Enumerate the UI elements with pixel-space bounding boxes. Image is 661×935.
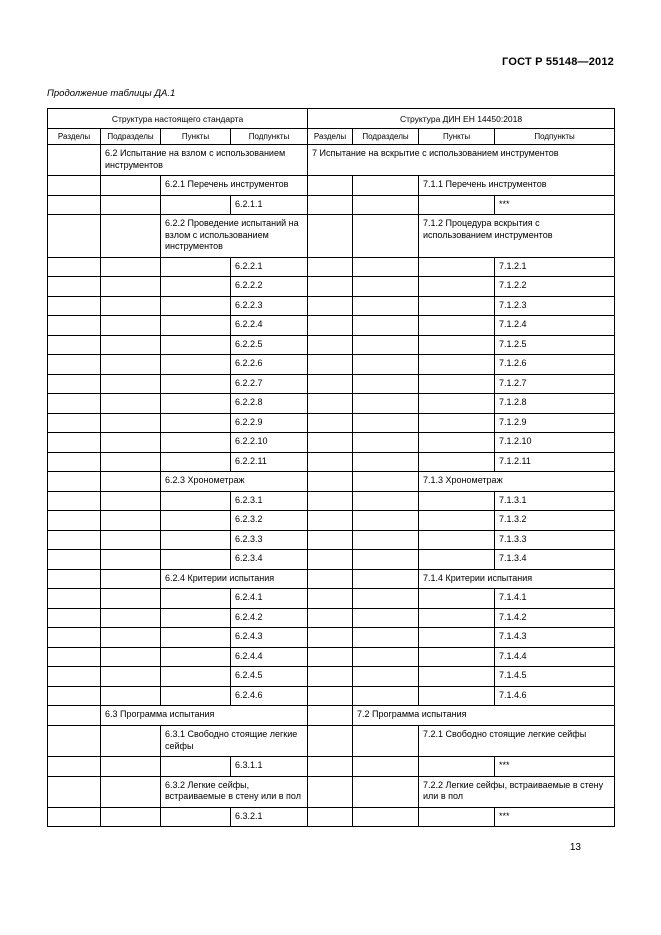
empty-cell-left: [101, 667, 161, 687]
empty-cell-right: [353, 296, 419, 316]
empty-cell-right: [419, 335, 495, 355]
text-cell-right: 7.1.2.10: [495, 433, 615, 453]
text-cell-right: 7.1.3 Хронометраж: [419, 472, 615, 492]
empty-cell-left: [101, 647, 161, 667]
text-cell-right: 7.1.1 Перечень инструментов: [419, 176, 615, 196]
empty-cell-left: [48, 413, 101, 433]
text-cell-right: 7.1.2.9: [495, 413, 615, 433]
text-cell-right: 7.1.4.6: [495, 686, 615, 706]
table-row: [48, 355, 615, 375]
empty-cell-left: [48, 686, 101, 706]
empty-cell-right: [419, 807, 495, 827]
empty-cell-left: [101, 472, 161, 492]
text-cell-right: 7.1.2.8: [495, 394, 615, 414]
table-row: [48, 776, 615, 807]
empty-cell-left: [161, 530, 231, 550]
text-cell-left: 6.2.3.1: [231, 491, 308, 511]
text-cell-left: 6.2.2.10: [231, 433, 308, 453]
empty-cell-right: [308, 472, 353, 492]
empty-cell-left: [161, 452, 231, 472]
empty-cell-right: [308, 335, 353, 355]
text-cell-left: 6.3.1 Свободно стоящие легкие сейфы: [161, 725, 308, 756]
empty-cell-left: [161, 667, 231, 687]
table-row: [48, 374, 615, 394]
empty-cell-right: [419, 316, 495, 336]
empty-cell-right: [308, 316, 353, 336]
text-cell-left: 6.2 Испытание на взлом с использованием инструментов: [101, 145, 308, 176]
empty-cell-right: [308, 215, 353, 258]
empty-cell-right: [353, 335, 419, 355]
empty-cell-right: [308, 176, 353, 196]
text-cell-left: 6.3 Программа испытания: [101, 706, 308, 726]
empty-cell-right: [419, 757, 495, 777]
text-cell-left: 6.2.1 Перечень инструментов: [161, 176, 308, 196]
empty-cell-left: [101, 433, 161, 453]
empty-cell-right: [308, 686, 353, 706]
text-cell-left: 6.2.4 Критерии испытания: [161, 569, 308, 589]
table-row: [48, 413, 615, 433]
text-cell-left: 6.2.2 Проведение испытаний на взлом с использованием инструментов: [161, 215, 308, 258]
empty-cell-right: [419, 195, 495, 215]
text-cell-right: ***: [495, 757, 615, 777]
empty-cell-left: [48, 215, 101, 258]
page-number: 13: [569, 842, 581, 853]
empty-cell-left: [161, 195, 231, 215]
table-row: [48, 433, 615, 453]
empty-cell-right: [419, 452, 495, 472]
empty-cell-left: [48, 433, 101, 453]
text-cell-left: 6.2.3.4: [231, 550, 308, 570]
empty-cell-left: [101, 452, 161, 472]
text-cell-right: 7.1.2.7: [495, 374, 615, 394]
empty-cell-left: [48, 776, 101, 807]
empty-cell-left: [161, 335, 231, 355]
group-title-right: Структура ДИН ЕН 14450:2018: [308, 109, 615, 129]
empty-cell-left: [101, 628, 161, 648]
empty-cell-right: [353, 176, 419, 196]
text-cell-left: 6.2.2.7: [231, 374, 308, 394]
text-cell-right: 7.1.2 Процедура вскрытия с использованием инструментов: [419, 215, 615, 258]
empty-cell-left: [48, 472, 101, 492]
text-cell-left: 6.2.3.3: [231, 530, 308, 550]
empty-cell-right: [308, 628, 353, 648]
empty-cell-left: [101, 394, 161, 414]
table-row: [48, 452, 615, 472]
empty-cell-left: [161, 628, 231, 648]
empty-cell-right: [353, 355, 419, 375]
empty-cell-left: [161, 433, 231, 453]
empty-cell-left: [48, 589, 101, 609]
column-header-right-1: Подразделы: [353, 129, 419, 145]
text-cell-left: 6.2.1.1: [231, 195, 308, 215]
empty-cell-left: [48, 195, 101, 215]
empty-cell-left: [48, 550, 101, 570]
empty-cell-left: [48, 757, 101, 777]
empty-cell-right: [419, 433, 495, 453]
group-title-left: Структура настоящего стандарта: [48, 109, 308, 129]
empty-cell-left: [161, 589, 231, 609]
table-caption: Продолжение таблицы ДА.1: [47, 88, 176, 99]
empty-cell-right: [308, 452, 353, 472]
text-cell-left: 6.2.2.6: [231, 355, 308, 375]
comparison-table: [47, 108, 615, 827]
column-header-left-1: Подразделы: [101, 129, 161, 145]
empty-cell-right: [308, 277, 353, 297]
doc-header: ГОСТ Р 55148—2012: [502, 56, 614, 68]
table-row: [48, 686, 615, 706]
text-cell-left: 6.2.3 Хронометраж: [161, 472, 308, 492]
empty-cell-right: [353, 628, 419, 648]
empty-cell-left: [101, 725, 161, 756]
empty-cell-right: [353, 195, 419, 215]
empty-cell-right: [308, 195, 353, 215]
empty-cell-right: [353, 511, 419, 531]
empty-cell-left: [48, 176, 101, 196]
text-cell-left: 6.2.4.5: [231, 667, 308, 687]
table-row: [48, 647, 615, 667]
table-row: [48, 511, 615, 531]
text-cell-right: 7.2.2 Легкие сейфы, встраиваемые в стену или в пол: [419, 776, 615, 807]
text-cell-right: 7.2.1 Свободно стоящие легкие сейфы: [419, 725, 615, 756]
table-row: [48, 195, 615, 215]
empty-cell-left: [101, 757, 161, 777]
table-row: [48, 472, 615, 492]
empty-cell-right: [308, 589, 353, 609]
empty-cell-left: [48, 569, 101, 589]
empty-cell-right: [419, 491, 495, 511]
empty-cell-right: [308, 413, 353, 433]
empty-cell-left: [101, 374, 161, 394]
empty-cell-right: [353, 667, 419, 687]
table-row: [48, 316, 615, 336]
table-row: [48, 628, 615, 648]
empty-cell-left: [161, 511, 231, 531]
empty-cell-right: [308, 647, 353, 667]
empty-cell-right: [308, 394, 353, 414]
table-row: [48, 757, 615, 777]
empty-cell-left: [48, 807, 101, 827]
empty-cell-left: [161, 355, 231, 375]
empty-cell-right: [353, 686, 419, 706]
empty-cell-right: [308, 550, 353, 570]
empty-cell-left: [161, 277, 231, 297]
column-header-right-0: Разделы: [308, 129, 353, 145]
empty-cell-left: [101, 530, 161, 550]
empty-cell-left: [161, 316, 231, 336]
empty-cell-left: [48, 706, 101, 726]
column-header-right-3: Подпункты: [495, 129, 615, 145]
table-row: [48, 335, 615, 355]
text-cell-left: 6.3.1.1: [231, 757, 308, 777]
text-cell-right: 7.1.2.6: [495, 355, 615, 375]
empty-cell-left: [101, 686, 161, 706]
empty-cell-right: [308, 257, 353, 277]
empty-cell-right: [353, 394, 419, 414]
empty-cell-left: [48, 725, 101, 756]
text-cell-right: 7.1.2.5: [495, 335, 615, 355]
empty-cell-left: [101, 511, 161, 531]
column-header-left-2: Пункты: [161, 129, 231, 145]
empty-cell-right: [419, 511, 495, 531]
text-cell-left: 6.2.4.3: [231, 628, 308, 648]
text-cell-left: 6.2.4.1: [231, 589, 308, 609]
table-row: [48, 277, 615, 297]
empty-cell-right: [308, 355, 353, 375]
empty-cell-left: [101, 550, 161, 570]
empty-cell-left: [101, 569, 161, 589]
column-header-left-0: Разделы: [48, 129, 101, 145]
empty-cell-right: [419, 413, 495, 433]
table-row: [48, 569, 615, 589]
table-row: [48, 145, 615, 176]
table-row: [48, 530, 615, 550]
text-cell-left: 6.2.3.2: [231, 511, 308, 531]
empty-cell-left: [161, 807, 231, 827]
empty-cell-right: [353, 589, 419, 609]
empty-cell-left: [101, 195, 161, 215]
empty-cell-right: [308, 491, 353, 511]
text-cell-right: 7 Испытание на вскрытие с использованием инструментов: [308, 145, 615, 176]
empty-cell-right: [353, 433, 419, 453]
empty-cell-left: [48, 316, 101, 336]
text-cell-right: 7.1.2.2: [495, 277, 615, 297]
empty-cell-right: [308, 667, 353, 687]
empty-cell-right: [353, 452, 419, 472]
text-cell-left: 6.2.2.5: [231, 335, 308, 355]
empty-cell-left: [101, 807, 161, 827]
text-cell-right: 7.1.4.2: [495, 608, 615, 628]
empty-cell-left: [48, 277, 101, 297]
table-row: [48, 394, 615, 414]
empty-cell-right: [308, 725, 353, 756]
text-cell-left: 6.2.2.1: [231, 257, 308, 277]
empty-cell-left: [101, 215, 161, 258]
empty-cell-right: [419, 608, 495, 628]
empty-cell-left: [48, 145, 101, 176]
empty-cell-left: [161, 374, 231, 394]
empty-cell-right: [419, 394, 495, 414]
empty-cell-right: [419, 667, 495, 687]
empty-cell-right: [419, 257, 495, 277]
empty-cell-left: [161, 491, 231, 511]
empty-cell-right: [419, 686, 495, 706]
empty-cell-right: [419, 628, 495, 648]
table-row: [48, 215, 615, 258]
empty-cell-left: [48, 374, 101, 394]
empty-cell-left: [101, 257, 161, 277]
empty-cell-right: [419, 550, 495, 570]
empty-cell-right: [353, 257, 419, 277]
empty-cell-left: [101, 176, 161, 196]
empty-cell-right: [353, 530, 419, 550]
table-row: [48, 589, 615, 609]
empty-cell-left: [101, 776, 161, 807]
empty-cell-right: [308, 511, 353, 531]
table-row: [48, 296, 615, 316]
empty-cell-left: [48, 647, 101, 667]
empty-cell-right: [308, 807, 353, 827]
text-cell-right: ***: [495, 195, 615, 215]
table-row: [48, 176, 615, 196]
empty-cell-right: [308, 608, 353, 628]
text-cell-left: 6.2.4.4: [231, 647, 308, 667]
empty-cell-left: [161, 413, 231, 433]
empty-cell-left: [48, 296, 101, 316]
empty-cell-right: [353, 491, 419, 511]
empty-cell-right: [419, 296, 495, 316]
table-row: [48, 725, 615, 756]
text-cell-right: 7.1.3.4: [495, 550, 615, 570]
text-cell-left: 6.2.2.4: [231, 316, 308, 336]
text-cell-left: 6.2.2.11: [231, 452, 308, 472]
column-header-right-2: Пункты: [419, 129, 495, 145]
text-cell-right: 7.1.4.5: [495, 667, 615, 687]
text-cell-right: 7.1.2.3: [495, 296, 615, 316]
empty-cell-right: [353, 608, 419, 628]
empty-cell-right: [353, 472, 419, 492]
empty-cell-left: [161, 394, 231, 414]
empty-cell-left: [101, 589, 161, 609]
text-cell-right: 7.1.4 Критерии испытания: [419, 569, 615, 589]
empty-cell-left: [48, 257, 101, 277]
text-cell-left: 6.2.2.9: [231, 413, 308, 433]
empty-cell-right: [308, 569, 353, 589]
empty-cell-right: [353, 647, 419, 667]
table-body: [48, 145, 615, 827]
empty-cell-right: [308, 296, 353, 316]
empty-cell-left: [48, 608, 101, 628]
empty-cell-right: [353, 316, 419, 336]
table-row: [48, 706, 615, 726]
empty-cell-left: [101, 316, 161, 336]
column-header-row: [48, 129, 615, 145]
text-cell-right: 7.1.2.11: [495, 452, 615, 472]
empty-cell-right: [353, 776, 419, 807]
empty-cell-right: [308, 757, 353, 777]
group-header-row: [48, 109, 615, 129]
empty-cell-left: [161, 608, 231, 628]
text-cell-left: 6.2.2.3: [231, 296, 308, 316]
empty-cell-left: [161, 647, 231, 667]
empty-cell-left: [48, 511, 101, 531]
empty-cell-right: [353, 569, 419, 589]
empty-cell-left: [161, 686, 231, 706]
empty-cell-right: [353, 413, 419, 433]
empty-cell-right: [419, 355, 495, 375]
empty-cell-left: [48, 667, 101, 687]
empty-cell-left: [48, 452, 101, 472]
empty-cell-right: [353, 725, 419, 756]
text-cell-right: 7.1.3.2: [495, 511, 615, 531]
text-cell-right: 7.1.3.1: [495, 491, 615, 511]
table-row: [48, 608, 615, 628]
text-cell-right: ***: [495, 807, 615, 827]
empty-cell-left: [101, 608, 161, 628]
empty-cell-left: [48, 530, 101, 550]
text-cell-right: 7.1.4.1: [495, 589, 615, 609]
empty-cell-left: [101, 413, 161, 433]
text-cell-right: 7.1.2.1: [495, 257, 615, 277]
empty-cell-left: [48, 628, 101, 648]
empty-cell-left: [101, 491, 161, 511]
empty-cell-right: [419, 374, 495, 394]
empty-cell-left: [48, 491, 101, 511]
empty-cell-right: [308, 530, 353, 550]
text-cell-right: 7.1.4.3: [495, 628, 615, 648]
empty-cell-right: [308, 776, 353, 807]
text-cell-left: 6.2.2.2: [231, 277, 308, 297]
text-cell-left: 6.2.2.8: [231, 394, 308, 414]
empty-cell-left: [161, 757, 231, 777]
table-row: [48, 491, 615, 511]
empty-cell-left: [161, 257, 231, 277]
empty-cell-left: [101, 335, 161, 355]
text-cell-right: 7.1.3.3: [495, 530, 615, 550]
empty-cell-right: [308, 706, 353, 726]
table-row: [48, 257, 615, 277]
table-row: [48, 550, 615, 570]
text-cell-right: 7.2 Программа испытания: [353, 706, 615, 726]
text-cell-right: 7.1.2.4: [495, 316, 615, 336]
text-cell-left: 6.2.4.6: [231, 686, 308, 706]
empty-cell-right: [308, 374, 353, 394]
empty-cell-right: [419, 277, 495, 297]
empty-cell-left: [101, 277, 161, 297]
text-cell-left: 6.3.2.1: [231, 807, 308, 827]
empty-cell-left: [161, 550, 231, 570]
text-cell-left: 6.2.4.2: [231, 608, 308, 628]
empty-cell-left: [48, 335, 101, 355]
empty-cell-left: [48, 355, 101, 375]
table-row: [48, 667, 615, 687]
empty-cell-left: [48, 394, 101, 414]
empty-cell-left: [101, 296, 161, 316]
empty-cell-right: [308, 433, 353, 453]
empty-cell-right: [419, 647, 495, 667]
empty-cell-right: [353, 215, 419, 258]
table-row: [48, 807, 615, 827]
empty-cell-left: [161, 296, 231, 316]
empty-cell-right: [353, 757, 419, 777]
empty-cell-right: [353, 550, 419, 570]
text-cell-left: 6.3.2 Легкие сейфы, встраиваемые в стену или в пол: [161, 776, 308, 807]
empty-cell-left: [101, 355, 161, 375]
column-header-left-3: Подпункты: [231, 129, 308, 145]
empty-cell-right: [353, 807, 419, 827]
empty-cell-right: [419, 530, 495, 550]
empty-cell-right: [353, 374, 419, 394]
text-cell-right: 7.1.4.4: [495, 647, 615, 667]
empty-cell-right: [353, 277, 419, 297]
empty-cell-right: [419, 589, 495, 609]
